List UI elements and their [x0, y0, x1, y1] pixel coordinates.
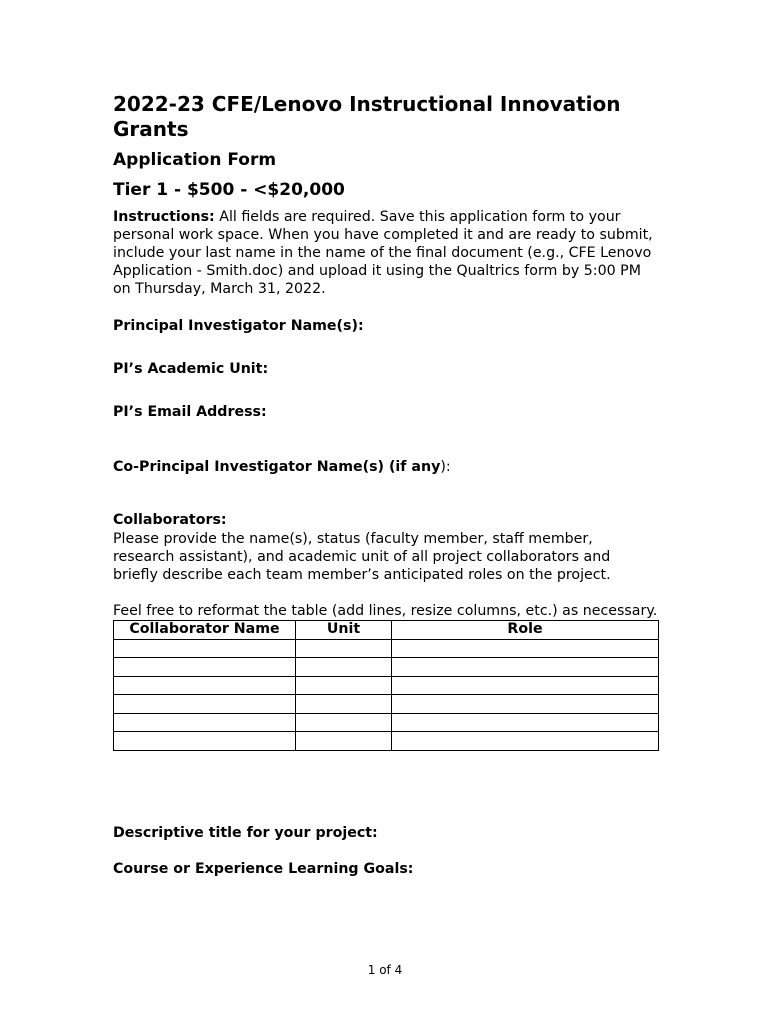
table-cell-name[interactable]	[114, 676, 296, 695]
co-pi-label-bold: Co-Principal Investigator Name(s) (if any	[113, 459, 441, 475]
collaborators-description: Please provide the name(s), status (faculty member, staff member, research assistant), and academic unit of all project collaborators and briefly describe each team member’s anticipated roles on the project.	[113, 531, 611, 583]
table-cell-name[interactable]	[114, 695, 296, 714]
table-cell-role[interactable]	[392, 676, 659, 695]
table-cell-unit[interactable]	[296, 732, 392, 751]
tier-heading: Tier 1 - $500 - <$20,000	[113, 180, 345, 200]
document-page	[113, 92, 658, 878]
document-subtitle: Application Form	[113, 150, 277, 170]
table-cell-role[interactable]	[392, 713, 659, 732]
table-row	[114, 695, 659, 714]
table-cell-role[interactable]	[392, 695, 659, 714]
table-cell-name[interactable]	[114, 658, 296, 677]
pi-academic-unit-label: PI’s Academic Unit:	[113, 361, 269, 377]
pi-email-label: PI’s Email Address:	[113, 404, 267, 420]
table-cell-name[interactable]	[114, 713, 296, 732]
reformat-note: Feel free to reformat the table (add lines, resize columns, etc.) as necessary.	[113, 603, 658, 619]
co-pi-name-label	[113, 458, 658, 476]
table-cell-role[interactable]	[392, 658, 659, 677]
table-header-row	[114, 621, 659, 640]
instructions-paragraph	[113, 208, 658, 298]
page-number: 1 of 4	[367, 963, 403, 977]
table-cell-unit[interactable]	[296, 695, 392, 714]
table-cell-role[interactable]	[392, 639, 659, 658]
table-row	[114, 639, 659, 658]
column-header-unit: Unit	[296, 621, 392, 640]
co-pi-label-tail: ):	[440, 459, 451, 475]
table-row	[114, 658, 659, 677]
table-cell-unit[interactable]	[296, 713, 392, 732]
pi-name-label: Principal Investigator Name(s):	[113, 318, 364, 334]
document-title: 2022-23 CFE/Lenovo Instructional Innovation Grants	[113, 92, 621, 141]
table-cell-role[interactable]	[392, 732, 659, 751]
collaborator-table	[113, 620, 659, 751]
table-row	[114, 732, 659, 751]
collaborators-heading: Collaborators:	[113, 512, 227, 528]
table-row	[114, 676, 659, 695]
table-row	[114, 713, 659, 732]
column-header-collaborator-name: Collaborator Name	[114, 621, 296, 640]
table-cell-unit[interactable]	[296, 639, 392, 658]
table-cell-name[interactable]	[114, 732, 296, 751]
table-cell-unit[interactable]	[296, 676, 392, 695]
learning-goals-label: Course or Experience Learning Goals:	[113, 860, 414, 877]
instructions-label: Instructions:	[113, 209, 215, 225]
table-cell-name[interactable]	[114, 639, 296, 658]
table-cell-unit[interactable]	[296, 658, 392, 677]
project-title-label: Descriptive title for your project:	[113, 824, 378, 841]
instructions-text: All fields are required. Save this application form to your personal work space. When you have completed it and are ready to submit, include your last name in the name of the final document (e.g., CFE Lenovo Application - Smith.doc) and upload it using the Qualtrics form by 5:00 PM on Thursday, March 31, 2022.	[113, 209, 653, 297]
column-header-role: Role	[392, 621, 659, 640]
